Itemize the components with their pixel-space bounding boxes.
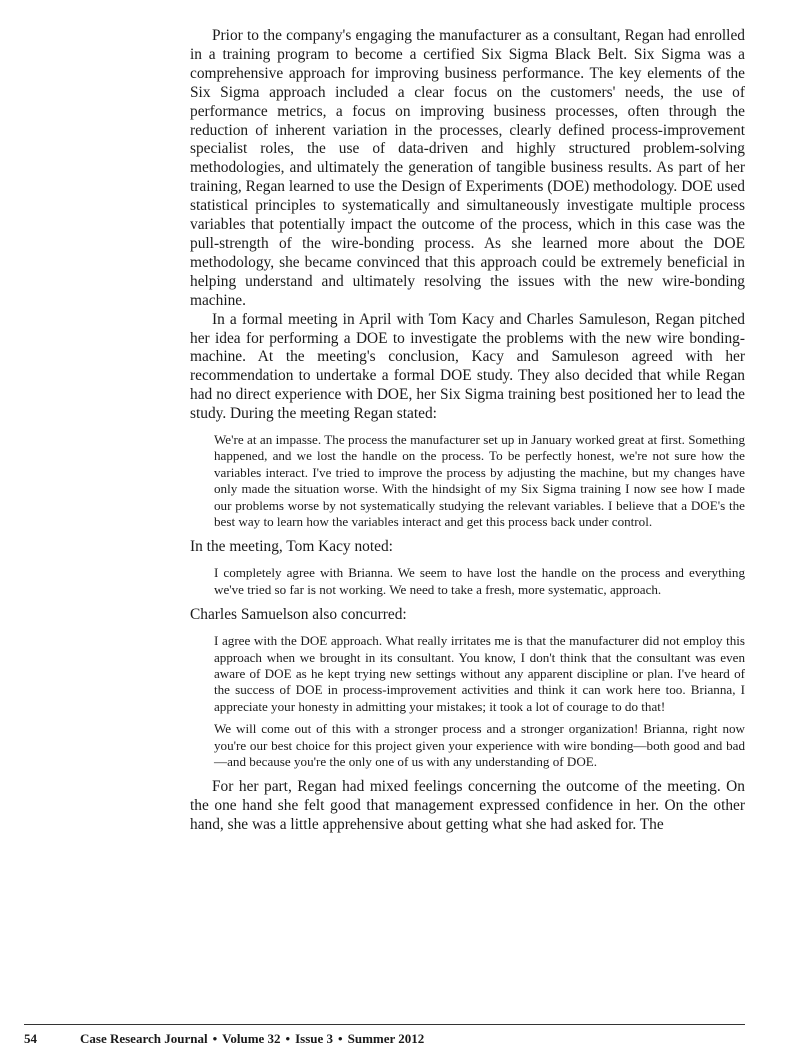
block-quote-samuelson: I agree with the DOE approach. What really irritates me is that the manufacturer did not employ this approach when we brought in its consultant. You know, I don't think that the consultant was even aware of DOE as he kept trying new settings without any apparent discipline or plan. I've heard of the success of DOE in process-improvement activities and think it can work here too. Brianna, I appreciate your honesty in admitting your mistakes; it took a lot of courage to do that! xyxy=(214,633,745,714)
journal-issue: Issue 3 xyxy=(295,1031,334,1046)
page-footer xyxy=(24,1031,745,1047)
block-quote-regan: We're at an impasse. The process the manufacturer set up in January worked great at first. Something happened, and we lost the handle on the process. To be perfectly honest, we're not sure how the variables interact. I've tried to improve the process by adjusting the machine, but my changes have only made the situation worse. With the hindsight of my Six Sigma training I now see how I made our problems worse by not systematically studying the relevant variables. I believe that a DOE's the best way to learn how the variables interact and get this process back under control. xyxy=(214,432,745,530)
footer-separator: • xyxy=(212,1031,218,1046)
quote-intro-samuelson: Charles Samuelson also concurred: xyxy=(190,606,407,624)
quote-intro-kacy: In the meeting, Tom Kacy noted: xyxy=(190,538,393,556)
footer-rule xyxy=(24,1024,745,1025)
block-quote-samuelson: We will come out of this with a stronger process and a stronger organization! Brianna, right now you're our best choice for this project given your experience with wire bonding—both good and bad—and because you're the only one of us with any understanding of DOE. xyxy=(214,721,745,769)
page-number: 54 xyxy=(24,1031,37,1046)
body-paragraph: For her part, Regan had mixed feelings concerning the outcome of the meeting. On the one hand she felt good that management expressed confidence in her. On the other hand, she was a little apprehensive about getting what she had asked for. The xyxy=(190,778,745,834)
page-body xyxy=(190,27,745,835)
journal-name: Case Research Journal xyxy=(80,1031,208,1046)
footer-separator: • xyxy=(285,1031,291,1046)
body-paragraph: Prior to the company's engaging the manufacturer as a consultant, Regan had enrolled in a training program to become a certified Six Sigma Black Belt. Six Sigma was a comprehensive approach for improving business performance. The key elements of the Six Sigma approach included a clear focus on the customers' needs, the use of performance metrics, a focus on improving business processes, often through the reduction of inherent variation in the processes, clearly defined process-improvement specialist roles, the use of data-driven and highly structured problem-solving methodologies, and ultimately the generation of tangible business results. As part of her training, Regan learned to use the Design of Experiments (DOE) methodology. DOE used statistical principles to systematically and simultaneously investigate multiple process variables that potentially impact the outcome of the process, which in this case was the pull-strength of the wire-bonding process. As she learned more about the DOE methodology, she became convinced that this approach could be extremely beneficial in helping understand and ultimately resolving the issues with the new wire-bonding machine. xyxy=(190,27,745,309)
journal-volume: Volume 32 xyxy=(222,1031,281,1046)
journal-season: Summer 2012 xyxy=(347,1031,425,1046)
footer-separator: • xyxy=(338,1031,343,1046)
block-quote-kacy: I completely agree with Brianna. We seem to have lost the handle on the process and everything we've tried so far is not working. We need to take a fresh, more systematic, approach. xyxy=(214,565,745,597)
body-paragraph: In a formal meeting in April with Tom Kacy and Charles Samuleson, Regan pitched her idea for performing a DOE to investigate the problems with the new wire bonding-machine. At the meeting's conclusion, Kacy and Samuleson agreed with her recommendation to undertake a formal DOE study. They also decided that while Regan had no direct experience with DOE, her Six Sigma training best positioned her to lead the study. During the meeting Regan stated: xyxy=(190,310,745,423)
